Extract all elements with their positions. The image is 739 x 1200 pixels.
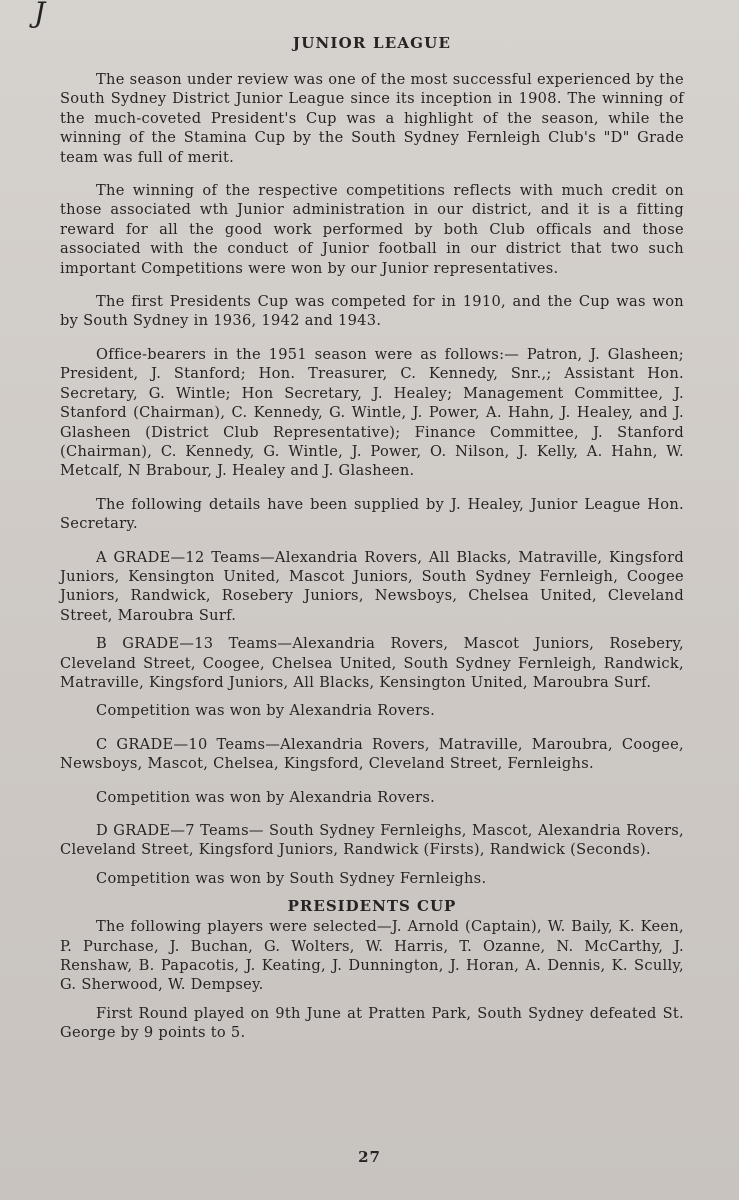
- paragraph-a-grade: A GRADE—12 Teams—Alexandria Rovers, All Blacks, Matraville, Kingsford Juniors, Kensington United, Mascot Juniors, South Sydney Fernleigh, Coogee Juniors, Randwick, Rosebery Juniors, Newsboys, Chelsea United, Cleveland Street, Maroubra Surf.: [60, 548, 684, 624]
- corner-mark: J: [34, 0, 46, 29]
- paragraph-d-grade: D GRADE—7 Teams— South Sydney Fernleighs, Mascot, Alexandria Rovers, Cleveland Street, Kingsford Juniors, Randwick (Firsts), Randwick (Seconds).: [60, 822, 684, 859]
- page-title: JUNIOR LEAGUE: [292, 34, 452, 52]
- paragraph-season-review: The season under review was one of the most successful experienced by the South Sydney District Junior League since its inception in 1908. The winning of the much-coveted President's Cup was a highlight of the season, while the winning of the Stamina Cup by the South Sydney Fernleigh Club's "D" Grade team was full of merit.: [60, 71, 684, 166]
- paragraph-b-grade: B GRADE—13 Teams—Alexandria Rovers, Mascot Juniors, Rosebery, Cleveland Street, Coogee, Chelsea United, South Sydney Fernleigh, Randwick, Matraville, Kingsford Juniors, All Blacks, Kensington United, Maroubra Surf.: [60, 635, 684, 691]
- paragraph-details-supplied: The following details have been supplied by J. Healey, Junior League Hon. Secretary.: [60, 495, 684, 533]
- paragraph-players-selected: The following players were selected—J. Arnold (Captain), W. Baily, K. Keen, P. Purchase, J. Buchan, G. Wolters, W. Harris, T. Ozanne, N. McCarthy, J. Renshaw, B. Papacotis, J. Keating, J. Dunnington, J. Horan, A. Dennis, K. Scully, G. Sherwood, W. Dempsey.: [60, 918, 684, 994]
- paragraph-office-bearers: Office-bearers in the 1951 season were as follows:— Patron, J. Glasheen; President, J. Stanford; Hon. Treasurer, C. Kennedy, Snr.,; Assistant Hon. Secretary, G. Wintle; Hon Secretary, J. Healey; Management Committee, J. Stanford (Chairman), C. Kennedy, G. Wintle, J. Power, A. Hahn, J. Healey, and J. Glasheen (District Club Representative); Finance Committee, J. Stanford (Chairman), C. Kennedy, G. Wintle, J. Power, O. Nilson, J. Kelly, A. Hahn, W. Metcalf, N Brabour, J. Healey and J. Glasheen.: [60, 345, 684, 480]
- paragraph-first-round: First Round played on 9th June at Pratten Park, South Sydney defeated St. George by 9 points to 5.: [60, 1004, 684, 1042]
- section-heading-presidents-cup: PRESIDENTS CUP: [287, 897, 457, 916]
- page-number: 27: [358, 1148, 381, 1166]
- paragraph-d-grade-winner: Competition was won by South Sydney Fernleighs.: [96, 869, 487, 887]
- paragraph-competitions: The winning of the respective competitions reflects with much credit on those associated wth Junior administration in our district, and it is a fitting reward for all the good work performed by both Club officals and those associated with the conduct of Junior football in our district that two such important Competitions were won by our Junior representatives.: [60, 182, 684, 277]
- paragraph-b-grade-winner: Competition was won by Alexandria Rovers.: [96, 702, 436, 720]
- page-content: [60, 34, 684, 1043]
- paragraph-c-grade: C GRADE—10 Teams—Alexandria Rovers, Matraville, Maroubra, Coogee, Newsboys, Mascot, Chelsea, Kingsford, Cleveland Street, Fernleighs.: [60, 735, 684, 773]
- paragraph-first-cup: The first Presidents Cup was competed for in 1910, and the Cup was won by South Sydney in 1936, 1942 and 1943.: [60, 293, 684, 330]
- paragraph-c-grade-winner: Competition was won by Alexandria Rovers.: [96, 788, 436, 806]
